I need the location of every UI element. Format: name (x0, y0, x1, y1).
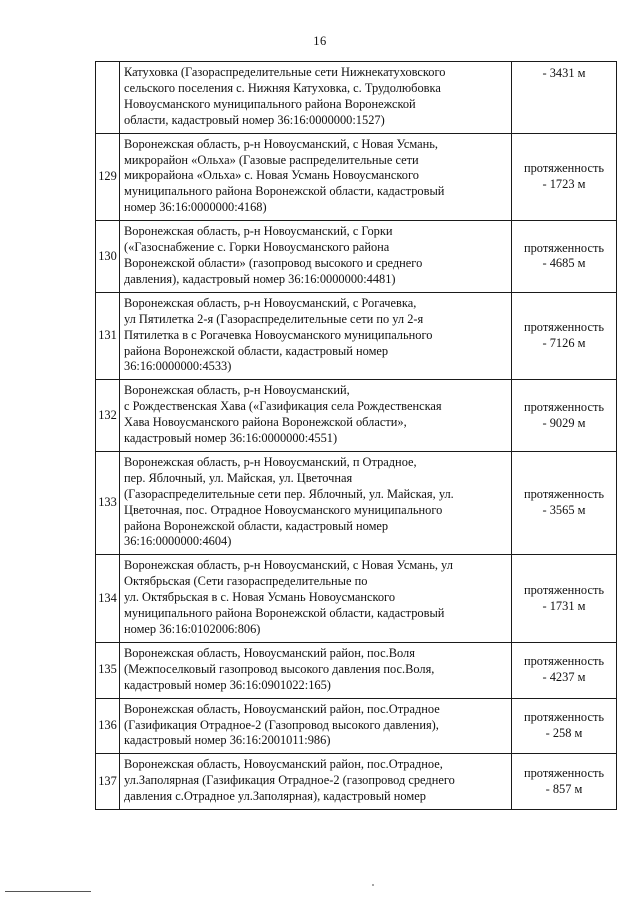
length-cell (512, 642, 617, 698)
table-row (96, 292, 617, 380)
length-value: - 3565 м (542, 503, 586, 518)
description-line: Воронежская область, р-н Новоусманский, п Отрадное, (124, 454, 417, 469)
description-line: района Воронежской области, кадастровый номер (124, 343, 389, 358)
length-label: протяженность (523, 487, 605, 502)
description-line: микрорайона «Ольха» с. Новая Усмань Новоусманского (124, 168, 419, 183)
length-value: - 7126 м (542, 336, 586, 351)
length-cell (512, 698, 617, 754)
row-number (96, 62, 120, 134)
description-line: номер 36:16:0102006:806) (124, 622, 261, 636)
row-number: 135 (96, 642, 120, 698)
description-line: Хава Новоусманского района Воронежской области», (124, 415, 407, 430)
object-description (120, 698, 512, 754)
table-row (96, 754, 617, 810)
description-line: микрорайон «Ольха» (Газовые распределительные сети (124, 152, 419, 167)
length-cell (512, 133, 617, 221)
description-line: (Газораспределительные сети пер. Яблочный, ул. Майская, ул. (124, 486, 454, 501)
length-cell (512, 380, 617, 452)
object-description (120, 451, 512, 554)
length-value: - 1731 м (542, 598, 586, 613)
length-cell (512, 451, 617, 554)
scan-speck (372, 884, 374, 886)
length-cell (512, 754, 617, 810)
description-line: Воронежская область, р-н Новоусманский, с Новая Усмань, (124, 136, 438, 151)
length-label: протяженность (523, 710, 605, 725)
description-line: муниципального района Воронежской области, кадастровый (124, 606, 445, 621)
description-line: Воронежская область, р-н Новоусманский, с Новая Усмань, ул (124, 558, 453, 573)
row-number: 137 (96, 754, 120, 810)
length-value: - 1723 м (542, 176, 586, 191)
length-cell (512, 292, 617, 380)
description-line: Воронежская область, р-н Новоусманский, (124, 383, 350, 398)
description-line: области, кадастровый номер 36:16:0000000:1527) (124, 112, 385, 127)
description-line: Воронежской области» (газопровод высокого и среднего (124, 255, 423, 270)
description-line: Катуховка (Газораспределительные сети Нижнекатуховского (124, 65, 446, 79)
row-number: 131 (96, 292, 120, 380)
length-label: протяженность (523, 320, 605, 335)
description-line: Октябрьская (Сети газораспределительные по (124, 574, 368, 589)
table-row (96, 451, 617, 554)
object-description (120, 754, 512, 810)
description-line: муниципального района Воронежской области, кадастровый (124, 184, 445, 199)
length-cell (512, 555, 617, 643)
object-description (120, 62, 512, 134)
description-line: района Воронежской области, кадастровый номер (124, 518, 389, 533)
description-line: Воронежская область, Новоусманский район, пос.Отрадное, (124, 757, 443, 772)
length-label: протяженность (523, 399, 605, 414)
length-label: протяженность (523, 765, 605, 780)
length-cell (512, 62, 617, 134)
description-line: («Газоснабжение с. Горки Новоусманского района (124, 240, 390, 255)
description-line: номер 36:16:0000000:4168) (124, 200, 267, 215)
length-value: - 857 м (545, 781, 583, 796)
table-row (96, 380, 617, 452)
description-line: ул Пятилетка 2-я (Газораспределительные сети по ул 2-я (124, 311, 424, 326)
length-cell (512, 221, 617, 293)
description-line: (Межпоселковый газопровод высокого давления пос.Воля, (124, 661, 435, 676)
row-number: 132 (96, 380, 120, 452)
row-number: 130 (96, 221, 120, 293)
description-line: 36:16:0000000:4533) (124, 359, 232, 374)
length-value: - 4685 м (542, 256, 586, 271)
row-number: 134 (96, 555, 120, 643)
row-number: 133 (96, 451, 120, 554)
footer-rule (5, 891, 91, 892)
description-line: Воронежская область, р-н Новоусманский, с Горки (124, 224, 393, 239)
description-line: Воронежская область, Новоусманский район, пос.Отрадное (124, 701, 440, 716)
table-row (96, 698, 617, 754)
length-label: протяженность (523, 240, 605, 255)
description-line: кадастровый номер 36:16:0901022:165) (124, 677, 331, 692)
row-number: 129 (96, 133, 120, 221)
description-line: давления с.Отрадное ул.Заполярная), кадастровый номер (124, 789, 426, 804)
length-value: - 258 м (545, 725, 583, 740)
length-value: - 9029 м (542, 415, 586, 430)
length-label: протяженность (523, 160, 605, 175)
description-line: Новоусманского муниципального района Воронежской (124, 96, 416, 111)
description-line: кадастровый номер 36:16:2001011:986) (124, 733, 331, 748)
description-line: ул. Октябрьская в с. Новая Усмань Новоусманского (124, 590, 396, 605)
length-value: - 4237 м (542, 670, 586, 685)
object-description (120, 133, 512, 221)
length-label: протяженность (523, 654, 605, 669)
row-number: 136 (96, 698, 120, 754)
object-description (120, 380, 512, 452)
description-line: ул.Заполярная (Газификация Отрадное-2 (газопровод среднего (124, 773, 455, 788)
length-value: - 3431 м (542, 66, 586, 80)
table-row (96, 221, 617, 293)
description-line: Воронежская область, р-н Новоусманский, с Рогачевка, (124, 295, 417, 310)
table-row (96, 62, 617, 134)
table-row (96, 133, 617, 221)
description-line: (Газификация Отрадное-2 (Газопровод высокого давления), (124, 717, 439, 732)
description-line: кадастровый номер 36:16:0000000:4551) (124, 431, 338, 446)
description-line: пер. Яблочный, ул. Майская, ул. Цветочная (124, 470, 353, 485)
description-line: Цветочная, пос. Отрадное Новоусманского муниципального (124, 502, 443, 517)
description-line: давления), кадастровый номер 36:16:0000000:4481) (124, 271, 396, 286)
object-description (120, 642, 512, 698)
description-line: Пятилетка в с Рогачевка Новоусманского муниципального (124, 327, 433, 342)
description-line: сельского поселения с. Нижняя Катуховка, с. Трудолюбовка (124, 80, 441, 95)
object-description (120, 292, 512, 380)
description-line: 36:16:0000000:4604) (124, 534, 232, 549)
object-description (120, 555, 512, 643)
table-row (96, 555, 617, 643)
length-label: протяженность (523, 582, 605, 597)
description-line: с Рождественская Хава («Газификация села Рождественская (124, 399, 442, 414)
page-number: 16 (313, 34, 327, 48)
object-description (120, 221, 512, 293)
table-row (96, 642, 617, 698)
gas-network-registry-table (95, 61, 617, 810)
description-line: Воронежская область, Новоусманский район, пос.Воля (124, 645, 415, 660)
